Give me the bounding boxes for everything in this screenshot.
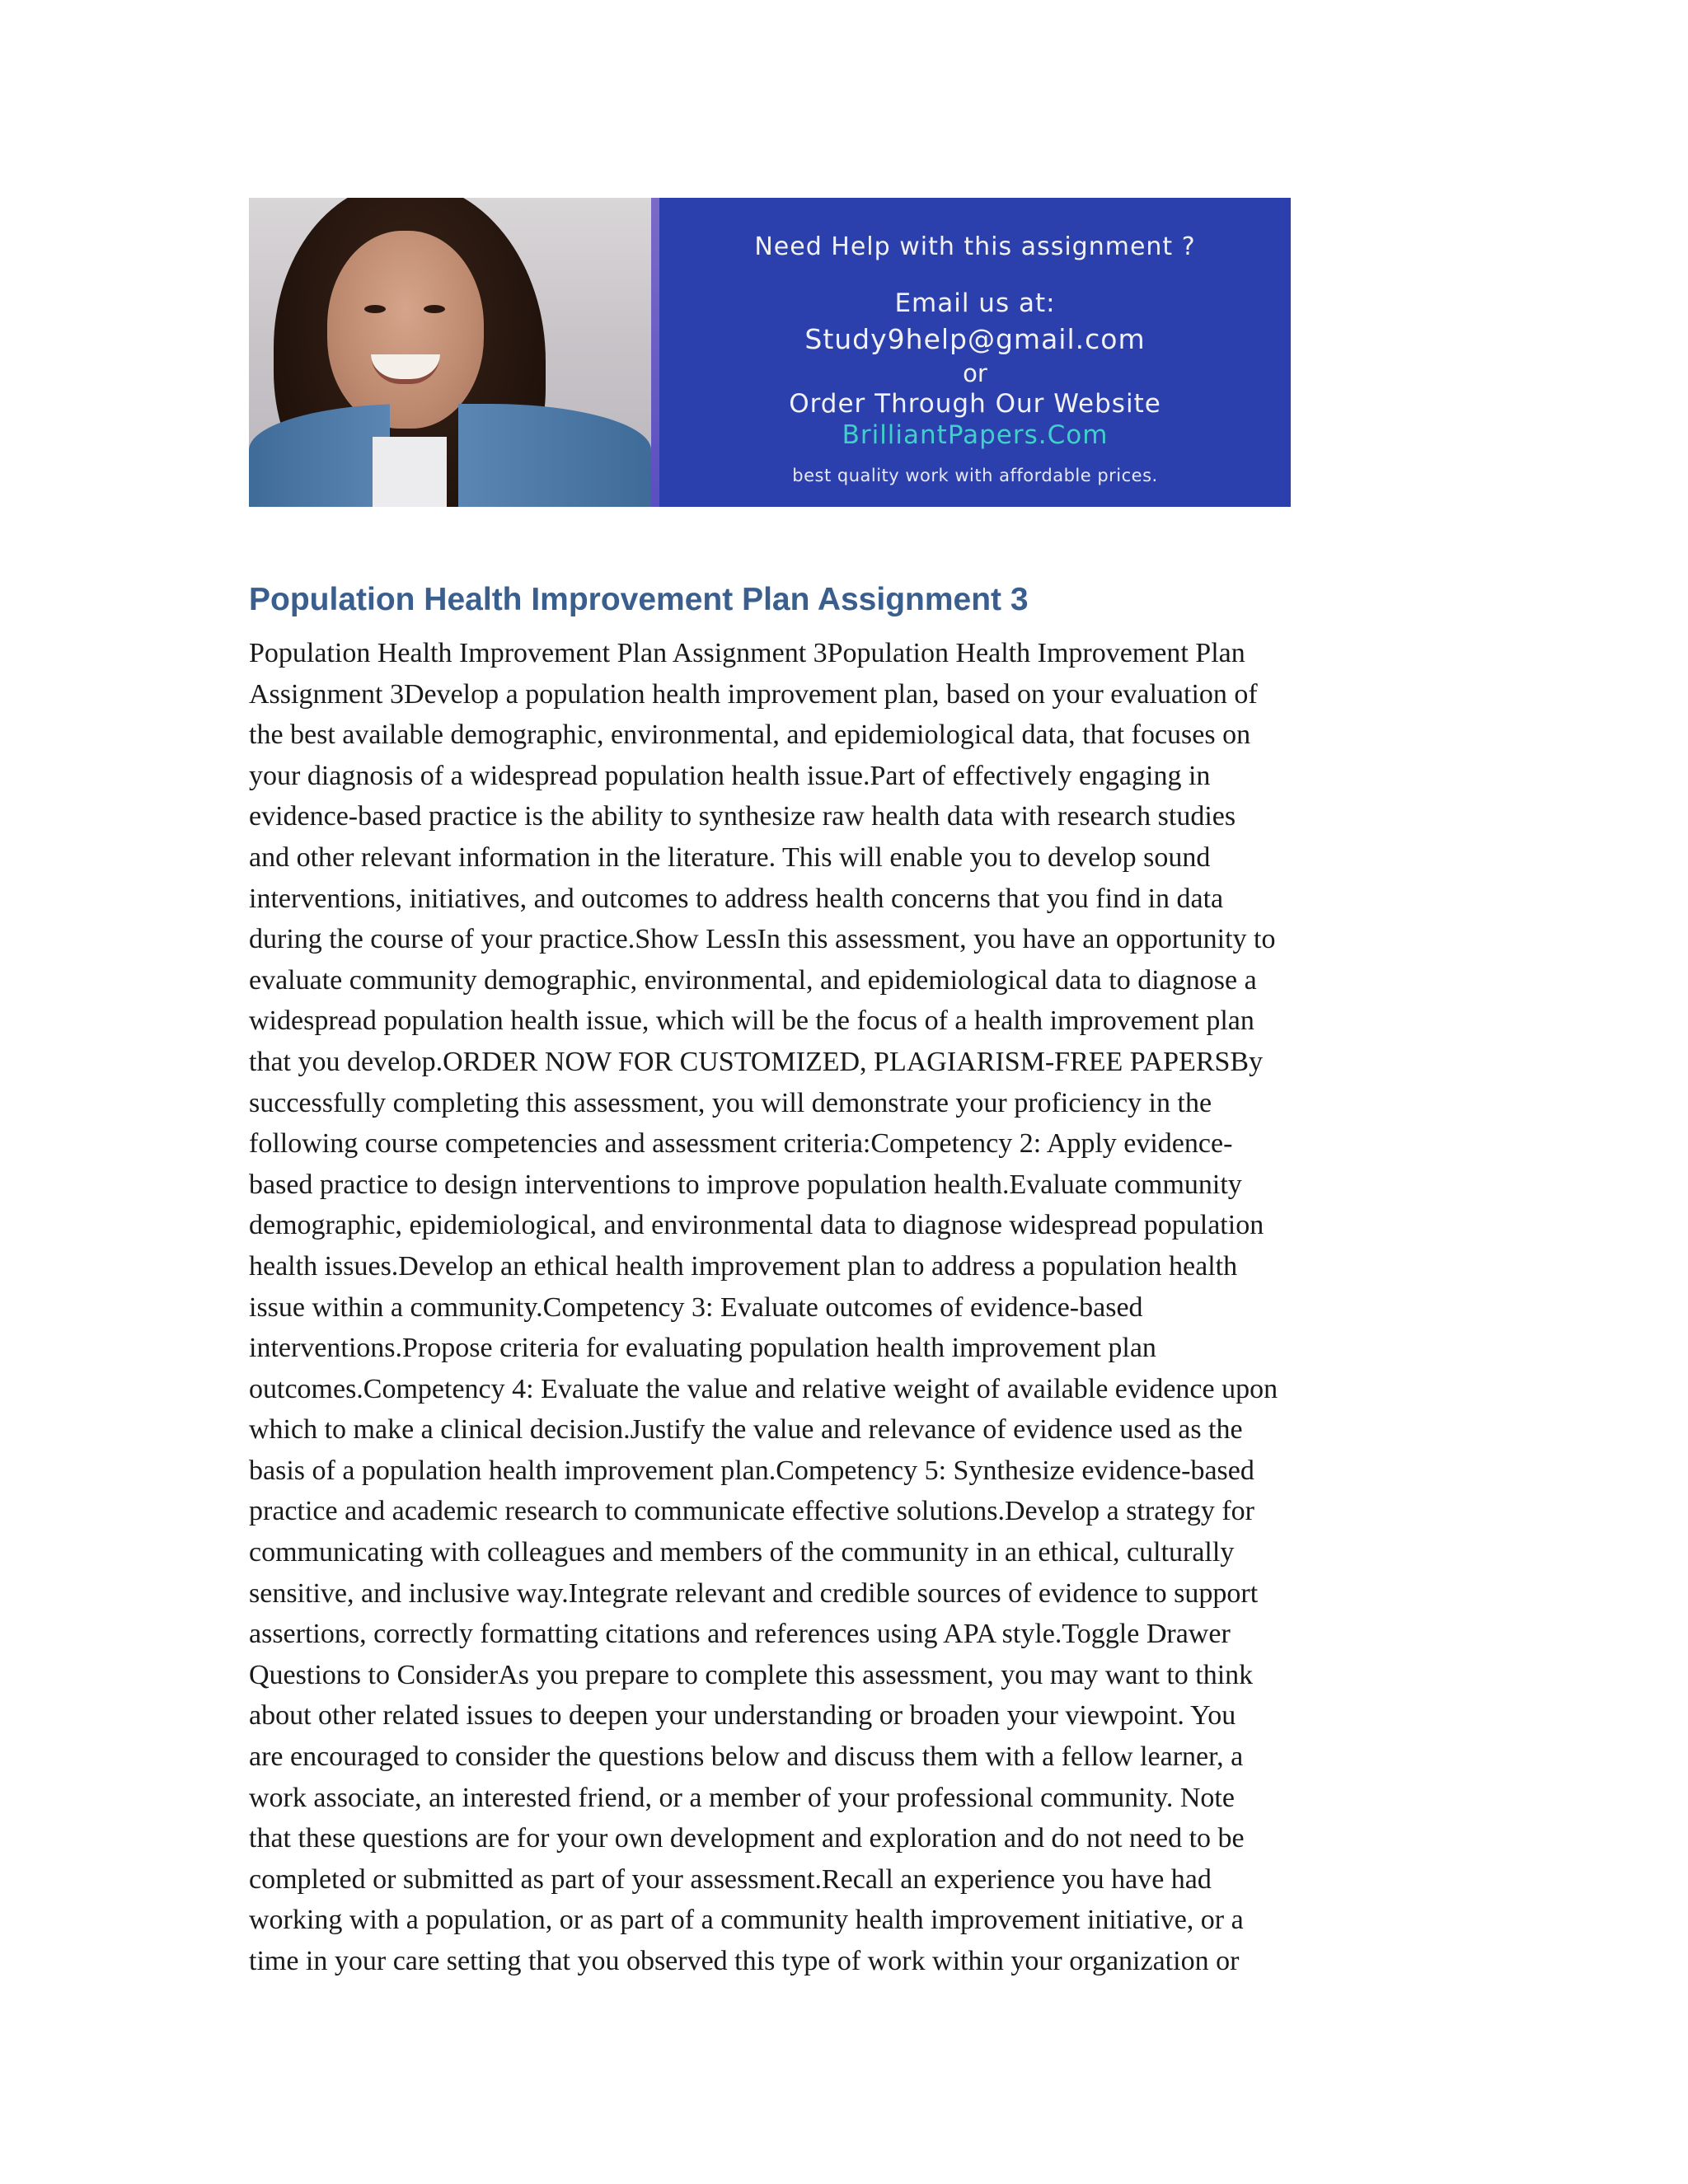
body-text-line: assertions, correctly formatting citations and references using APA style.Toggle Drawer — [249, 1619, 1231, 1650]
body-text-line: communicating with colleagues and members of the community in an ethical, culturally — [249, 1537, 1235, 1568]
body-text-line: are encouraged to consider the questions below and discuss them with a fellow learner, a — [249, 1741, 1244, 1773]
body-text-line: evaluate community demographic, environmental, and epidemiological data to diagnose a — [249, 964, 1257, 996]
body-text-line: issue within a community.Competency 3: Evaluate outcomes of evidence-based — [249, 1291, 1143, 1323]
body-text-line: outcomes.Competency 4: Evaluate the value and relative weight of available evidence upon — [249, 1373, 1278, 1404]
body-text-line: during the course of your practice.Show LessIn this assessment, you have an opportunity to — [249, 924, 1276, 955]
banner-or-label: or — [963, 359, 987, 387]
body-text-line: following course competencies and assessment criteria:Competency 2: Apply evidence- — [249, 1128, 1233, 1160]
body-text-line: evidence-based practice is the ability to synthesize raw health data with research studies — [249, 801, 1236, 832]
photo-eye-right — [424, 305, 445, 313]
photo-denim-jacket — [249, 404, 651, 507]
body-text-line: time in your care setting that you observed this type of work within your organization or — [249, 1946, 1240, 1976]
body-text-line: Assignment 3Develop a population health improvement plan, based on your evaluation of — [249, 678, 1258, 710]
photo-eye-left — [364, 305, 386, 313]
body-text-line: your diagnosis of a widespread population health issue.Part of effectively engaging in — [249, 760, 1211, 791]
body-text-line: based practice to design interventions to improve population health.Evaluate community — [249, 1169, 1242, 1200]
body-text-line: that these questions are for your own development and exploration and do not need to be — [249, 1823, 1245, 1854]
photo-face — [327, 231, 484, 429]
photo-white-shirt — [373, 437, 447, 507]
body-text-line: interventions.Propose criteria for evaluating population health improvement plan — [249, 1333, 1156, 1364]
body-text-line: widespread population health issue, which will be the focus of a health improvement plan — [249, 1005, 1254, 1037]
body-text-line: Population Health Improvement Plan Assignment 3Population Health Improvement Plan — [249, 638, 1245, 668]
body-text-line: practice and academic research to communicate effective solutions.Develop a strategy for — [249, 1496, 1254, 1527]
woman-photo — [249, 198, 651, 507]
banner-website-link[interactable]: BrilliantPapers.Com — [842, 420, 1109, 450]
banner-email-label: Email us at: — [894, 288, 1056, 318]
body-text-line: work associate, an interested friend, or a member of your professional community. Note — [249, 1782, 1235, 1813]
body-text-line: health issues.Develop an ethical health improvement plan to address a population health — [249, 1250, 1238, 1282]
banner-tagline: best quality work with affordable prices. — [792, 466, 1158, 485]
body-text-line: and other relevant information in the literature. This will enable you to develop sound — [249, 841, 1211, 873]
body-text-line: about other related issues to deepen your understanding or broaden your viewpoint. You — [249, 1700, 1236, 1732]
body-text-line: that you develop.ORDER NOW FOR CUSTOMIZED, PLAGIARISM-FREE PAPERSBy — [249, 1046, 1264, 1077]
advertisement-banner[interactable] — [249, 198, 1291, 507]
banner-help-line: Need Help with this assignment ? — [754, 232, 1196, 261]
body-text-line: the best available demographic, environmental, and epidemiological data, that focuses on — [249, 719, 1251, 751]
body-text-line: completed or submitted as part of your assessment.Recall an experience you have had — [249, 1863, 1212, 1895]
document-title: Population Health Improvement Plan Assignment 3 — [249, 582, 1029, 617]
body-text-line: basis of a population health improvement plan.Competency 5: Synthesize evidence-based — [249, 1455, 1254, 1486]
banner-order-line: Order Through Our Website — [789, 389, 1161, 419]
banner-email-address[interactable]: Study9help@gmail.com — [804, 323, 1146, 355]
body-text-line: interventions, initiatives, and outcomes to address health concerns that you find in data — [249, 883, 1224, 914]
body-text-line: which to make a clinical decision.Justify the value and relevance of evidence used as the — [249, 1414, 1243, 1446]
body-text-line: working with a population, or as part of a community health improvement initiative, or a — [249, 1905, 1244, 1936]
body-text-line: sensitive, and inclusive way.Integrate relevant and credible sources of evidence to support — [249, 1577, 1259, 1609]
banner-divider — [651, 198, 659, 507]
body-text-line: successfully completing this assessment, you will demonstrate your proficiency in the — [249, 1087, 1212, 1118]
document-body — [249, 633, 1452, 1982]
body-text-line: demographic, epidemiological, and environmental data to diagnose widespread population — [249, 1210, 1264, 1241]
body-text-line: Questions to ConsiderAs you prepare to complete this assessment, you may want to think — [249, 1659, 1254, 1690]
banner-text-panel — [659, 198, 1291, 507]
